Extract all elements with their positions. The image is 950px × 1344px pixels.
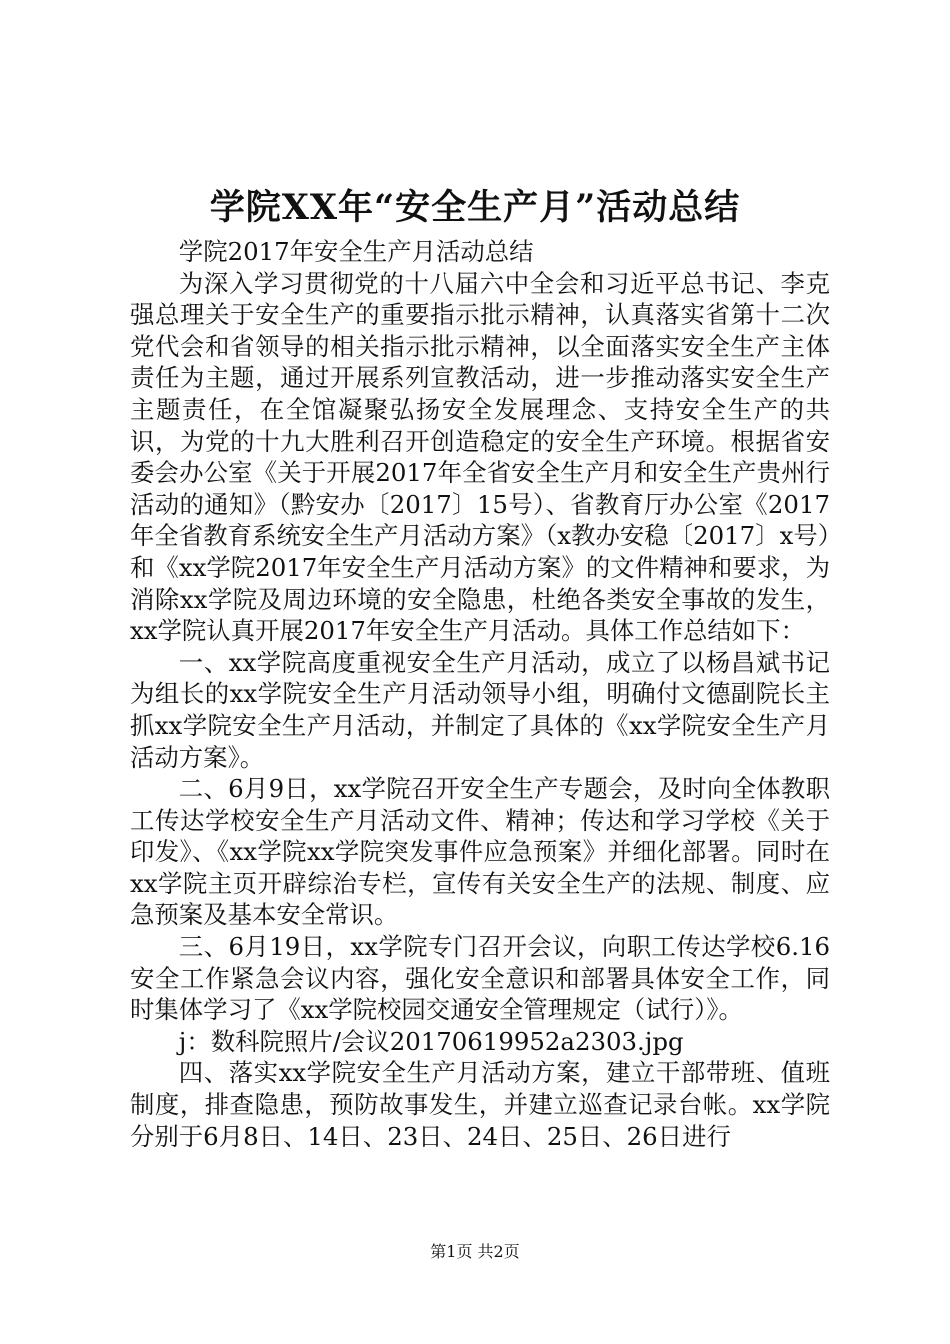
section-three-paragraph: 三、6月19日，xx学院专门召开会议，向职工传达学校6.16安全工作紧急会议内容，强化安全意识和部署具体安全工作，同时集体学习了《xx学院校园交通安全管理规定（试行）》。 bbox=[130, 932, 830, 1025]
section-two-paragraph: 二、6月9日，xx学院召开安全生产专题会，及时向全体教职工传达学校安全生产月活动文件、精神；传达和学习学校《关于印发》、《xx学院xx学院突发事件应急预案》并细化部署。同时在xx学院主页开辟综治专栏，宣传有关安全生产的法规、制度、应急预案及基本安全常识。 bbox=[130, 774, 830, 930]
subtitle-paragraph: 学院2017年安全生产月活动总结 bbox=[178, 237, 534, 266]
document-body bbox=[130, 236, 830, 1152]
document-title: 学院XX年“安全生产月”活动总结 bbox=[209, 187, 741, 228]
intro-paragraph: 为深入学习贯彻党的十八届六中全会和习近平总书记、李克强总理关于安全生产的重要指示批示精神，认真落实省第十二次党代会和省领导的相关指示批示精神，以全面落实安全生产主体责任为主题，通过开展系列宣教活动，进一步推动落实安全生产主题责任，在全馆凝聚弘扬安全发展理念、支持安全生产的共识，为党的十九大胜利召开创造稳定的安全生产环境。根据省安委会办公室《关于开展2017年全省安全生产月和安全生产贵州行活动的通知》（黔安办〔2017〕15号）、省教育厅办公室《2017年全省教育系统安全生产月活动方案》（x教办安稳〔2017〕x号）和《xx学院2017年安全生产月活动方案》的文件精神和要求，为消除xx学院及周边环境的安全隐患，杜绝各类安全事故的发生，xx学院认真开展2017年安全生产月活动。具体工作总结如下： bbox=[130, 268, 830, 646]
page-footer: 第1页 共2页 bbox=[430, 1242, 520, 1261]
section-four-paragraph: 四、落实xx学院安全生产月活动方案，建立干部带班、值班制度，排查隐患，预防故事发生，并建立巡查记录台帐。xx学院分别于6月8日、14日、23日、24日、25日、26日进行 bbox=[130, 1058, 830, 1151]
photo-reference-paragraph: j：数科院照片/会议20170619952a2303.jpg bbox=[178, 1026, 684, 1056]
section-one-paragraph: 一、xx学院高度重视安全生产月活动，成立了以杨昌斌书记为组长的xx学院安全生产月活动领导小组，明确付文德副院长主抓xx学院安全生产月活动，并制定了具体的《xx学院安全生产月活动方案》。 bbox=[130, 647, 830, 772]
